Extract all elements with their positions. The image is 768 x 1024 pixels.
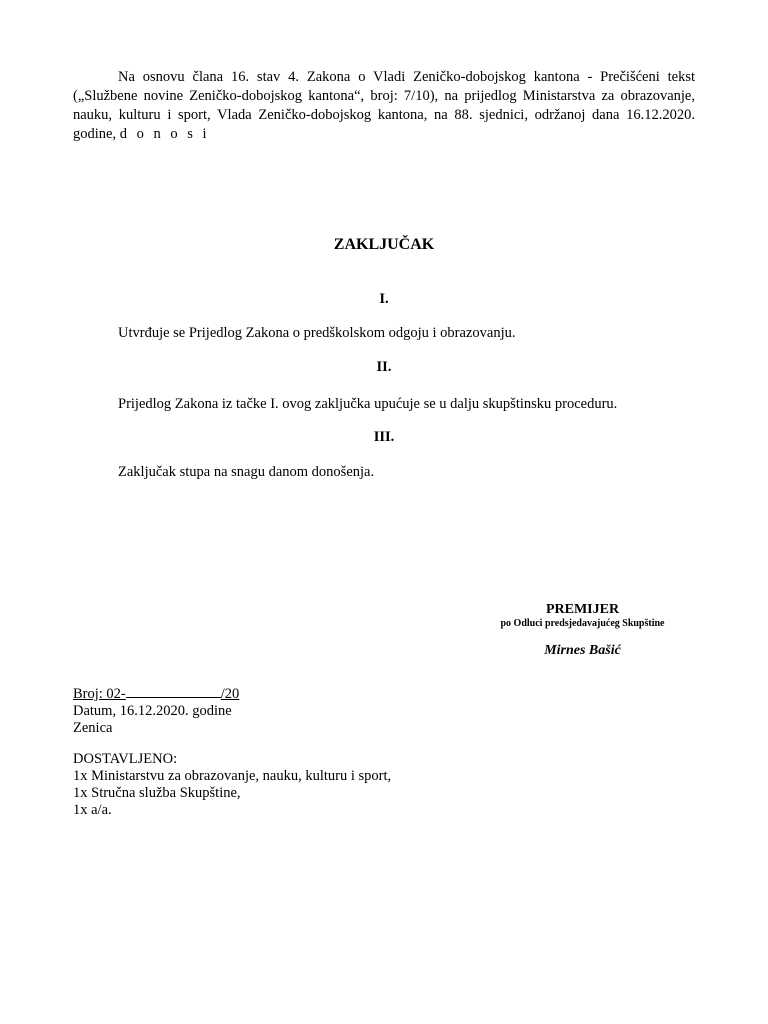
section-number-1: I. (379, 291, 389, 307)
intro-donosi: d o n o s i (119, 126, 210, 142)
section-text-1: Utvrđuje se Prijedlog Zakona o predškolskom odgoju i obrazovanju. (118, 325, 516, 341)
delivery-list (73, 751, 391, 819)
mjesto-line: Zenica (73, 720, 113, 736)
section-number-3: III. (373, 429, 395, 445)
signature-name: Mirnes Bašić (544, 643, 621, 658)
section-text-2: Prijedlog Zakona iz tačke I. ovog zaključka upućuje se u dalju skupštinsku proceduru. (118, 396, 618, 412)
section-text-3: Zaključak stupa na snagu danom donošenja. (118, 464, 375, 480)
broj-prefix: Broj: 02- (73, 686, 126, 702)
section-number-2: II. (376, 359, 392, 375)
broj-line (73, 685, 239, 703)
delivery-item: 1x a/a. (73, 802, 112, 818)
signature-block (460, 602, 705, 659)
intro-text: Na osnovu člana 16. stav 4. Zakona o Vladi Zeničko-dobojskog kantona - Prečišćeni tekst („Službene novine Zeničko-dobojskog kantona“, broj: 7/10), na prijedlog Ministarstva za obrazovanje, nauku, kulturu i sport, Vlada Zeničko-dobojskog kantona, na 88. sjednici, održanoj dana 16.12.2020. godine, (73, 69, 695, 142)
datum-line: Datum, 16.12.2020. godine (73, 703, 232, 719)
signature-subtitle: po Odluci predsjedavajućeg Skupštine (500, 618, 665, 629)
document-meta (73, 685, 239, 737)
delivery-item: 1x Stručna služba Skupštine, (73, 785, 241, 801)
signature-title: PREMIJER (545, 602, 620, 617)
intro-paragraph (73, 68, 695, 144)
broj-blank (126, 685, 221, 698)
delivery-heading: DOSTAVLJENO: (73, 751, 178, 767)
document-title: ZAKLJUČAK (333, 236, 435, 253)
delivery-item: 1x Ministarstvu za obrazovanje, nauku, kulturu i sport, (73, 768, 392, 784)
broj-suffix: /20 (220, 686, 240, 702)
